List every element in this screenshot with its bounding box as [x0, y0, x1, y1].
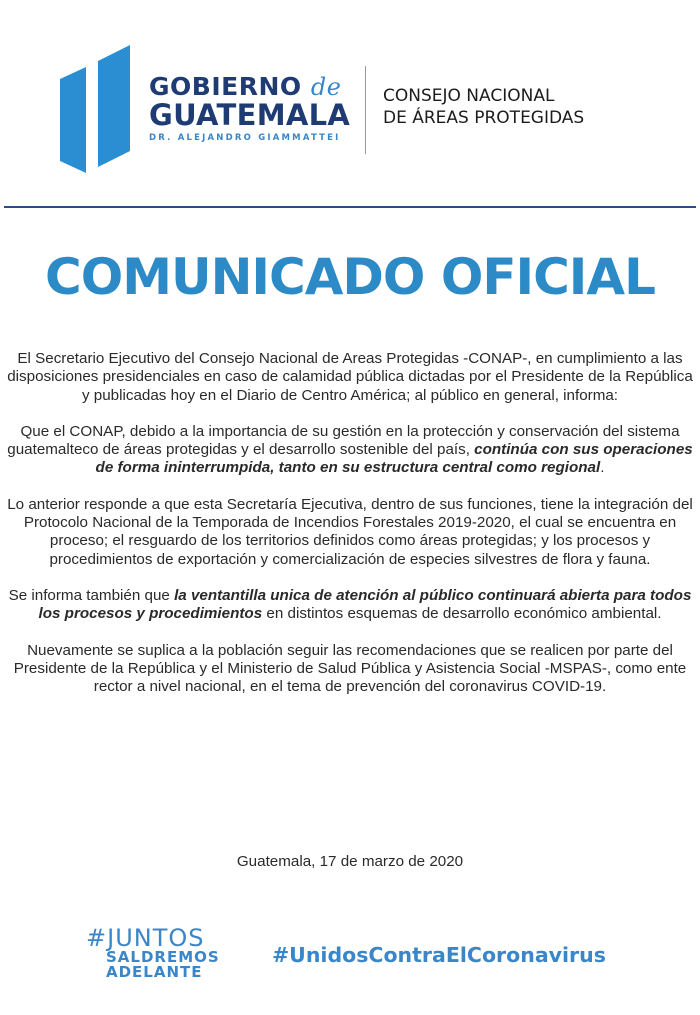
juntos-hashtag: #JUNTOS — [86, 924, 205, 952]
organization-name — [383, 85, 584, 129]
government-logo — [149, 74, 350, 143]
campaign-hashtag: #UnidosContraElCoronavirus — [272, 943, 606, 967]
paragraph-4 — [6, 587, 694, 624]
paragraph-3: Lo anterior responde a que esta Secretaría Ejecutiva, dentro de sus funciones, tiene la integración del Protocolo Nacional de la Temporada de Incendios Forestales 2019-2020, el cual se encuentra en proceso; el resguardo de los territorios definidos como áreas protegidas; y los procesos y procedimientos de exportación y comercialización de especies silvestres de flora y fauna. — [7, 495, 693, 568]
paragraph-2-end: . — [600, 459, 605, 477]
juntos-adelante: ADELANTE — [106, 963, 203, 981]
header — [0, 0, 700, 200]
logo-bar-right — [98, 45, 130, 167]
logo-subtitle: DR. ALEJANDRO GIAMMATTEI — [149, 133, 341, 143]
org-name-line2: DE ÁREAS PROTEGIDAS — [383, 108, 585, 128]
header-rule — [4, 206, 696, 208]
paragraph-5: Nuevamente se suplica a la población seguir las recomendaciones que se realicen por parte del Presidente de la República y el Ministerio de Salud Pública y Asistencia Social -MSPAS-, como ente rector a nivel nacional, en el tema de prevención del coronavirus COVID-19. — [13, 641, 687, 696]
paragraph-2 — [6, 423, 694, 478]
paragraph-1: El Secretario Ejecutivo del Consejo Nacional de Areas Protegidas -CONAP-, en cumplimiento a las disposiciones presidenciales en caso de calamidad pública dictadas por el Presidente de la República y publicadas hoy en el Diario de Centro América; al público en general, informa: — [7, 350, 693, 404]
logo-line-guatemala: GUATEMALA — [149, 98, 351, 132]
document-title: COMUNICADO OFICIAL — [45, 248, 655, 306]
paragraph-2-emphasis: continúa con sus operaciones de forma ininterrumpida, tanto en su estructura central como regional — [95, 441, 693, 477]
paragraph-4-emphasis: la ventantilla unica de atención al público continuará abierta para todos los procesos y procedimientos — [38, 586, 692, 623]
guatemala-flag-bars-icon — [60, 45, 132, 173]
logo-bar-left — [60, 67, 86, 173]
document-date: Guatemala, 17 de marzo de 2020 — [236, 853, 464, 870]
paragraph-2-text: Que el CONAP, debido a la importancia de su gestión en la protección y conservación del sistema guatemalteco de áreas protegidas y el desarrollo sostenible del país, — [7, 422, 680, 459]
org-name-line1: CONSEJO NACIONAL — [383, 86, 555, 106]
logo-line-gobierno — [149, 74, 350, 100]
paragraph-4-end: en distintos esquemas de desarrollo económico ambiental. — [262, 605, 662, 623]
juntos-saldremos: SALDREMOS — [106, 948, 220, 966]
paragraph-4-text: Se informa también que — [8, 586, 175, 604]
logo-gobierno-text: GOBIERNO — [149, 72, 302, 101]
document-body — [6, 350, 694, 714]
logo-divider — [365, 66, 366, 154]
juntos-campaign-logo — [86, 926, 236, 980]
logo-de-text: de — [310, 73, 342, 101]
